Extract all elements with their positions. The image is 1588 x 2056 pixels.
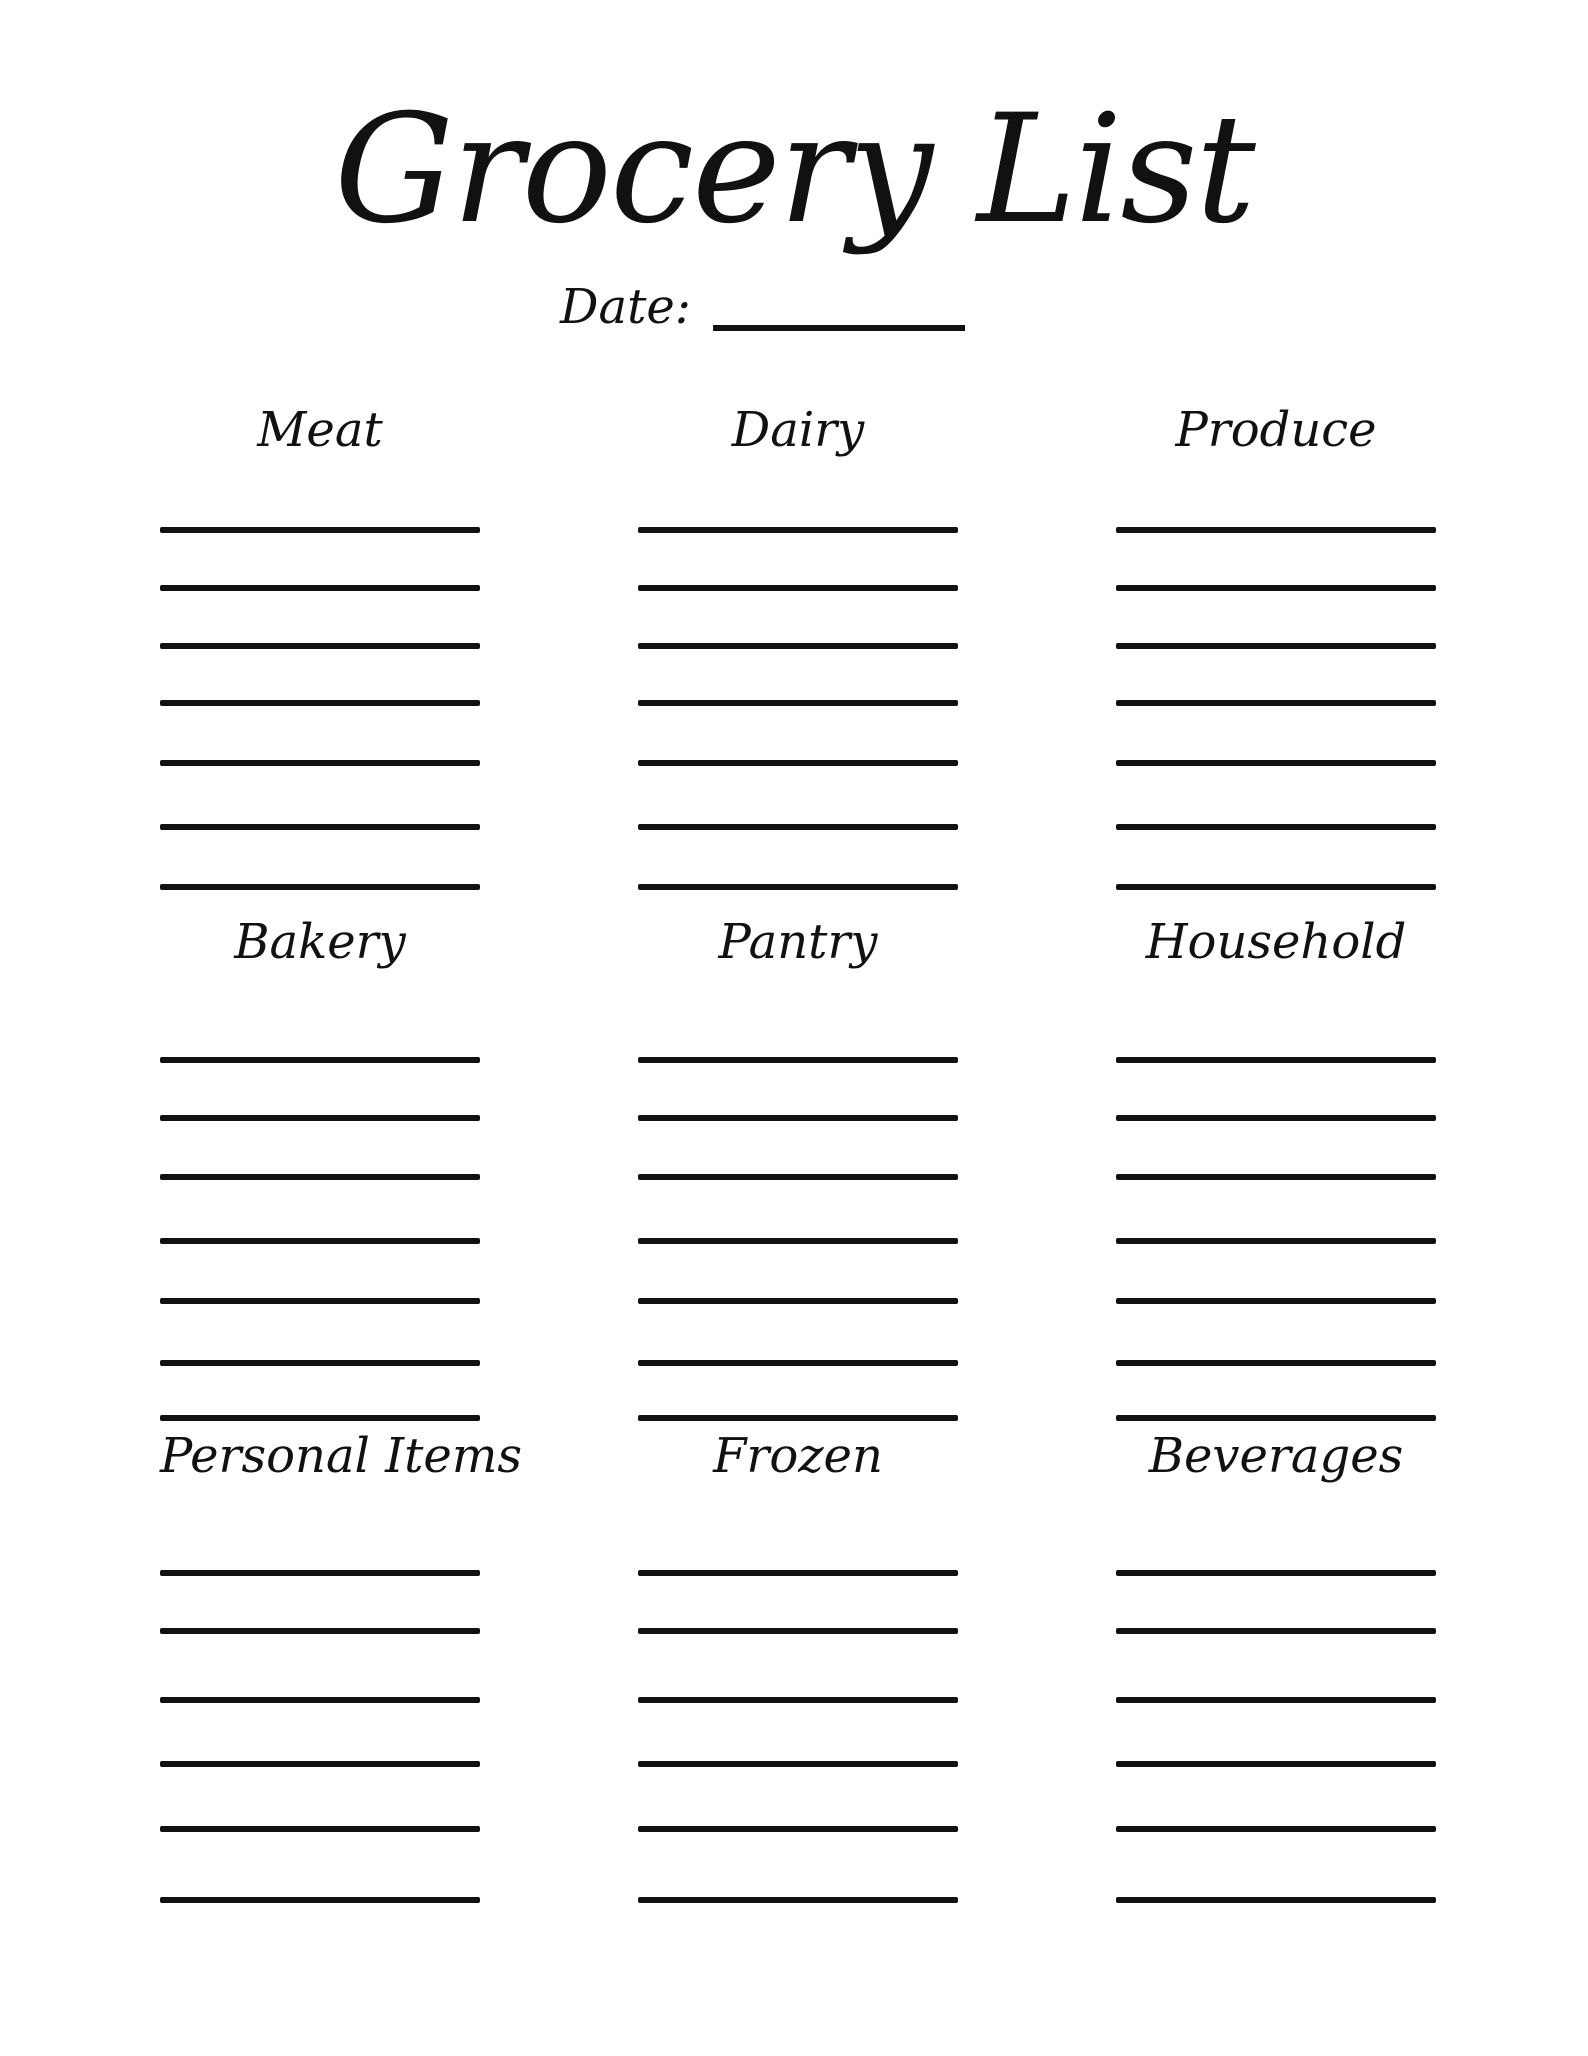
section-bakery	[160, 912, 480, 972]
section-title: Beverages	[1148, 1428, 1404, 1484]
section-title: Frozen	[713, 1428, 883, 1484]
entry-line[interactable]	[638, 1628, 958, 1634]
entry-line[interactable]	[160, 1415, 480, 1421]
date-field	[560, 265, 965, 335]
entry-line[interactable]	[1116, 1761, 1436, 1767]
entry-line[interactable]	[638, 1897, 958, 1903]
entry-line[interactable]	[1116, 1298, 1436, 1304]
entry-line[interactable]	[1116, 527, 1436, 533]
entry-line[interactable]	[638, 1570, 958, 1576]
entry-line[interactable]	[1116, 1570, 1436, 1576]
entry-line[interactable]	[1116, 643, 1436, 649]
entry-line[interactable]	[160, 884, 480, 890]
entry-line[interactable]	[1116, 585, 1436, 591]
section-title: Meat	[257, 402, 383, 458]
entry-line[interactable]	[638, 824, 958, 830]
entry-line[interactable]	[160, 1897, 480, 1903]
entry-line[interactable]	[638, 884, 958, 890]
entry-line[interactable]	[160, 1057, 480, 1063]
entry-line[interactable]	[638, 527, 958, 533]
entry-line[interactable]	[1116, 1057, 1436, 1063]
entry-line[interactable]	[638, 1360, 958, 1366]
entry-line[interactable]	[160, 760, 480, 766]
entry-line[interactable]	[638, 1057, 958, 1063]
section-title: Dairy	[731, 402, 865, 458]
entry-line[interactable]	[1116, 884, 1436, 890]
section-title: Household	[1145, 914, 1407, 970]
entry-line[interactable]	[1116, 1697, 1436, 1703]
section-household	[1116, 912, 1436, 972]
entry-line[interactable]	[638, 643, 958, 649]
section-produce	[1116, 400, 1436, 460]
entry-line[interactable]	[160, 1761, 480, 1767]
entry-line[interactable]	[1116, 1826, 1436, 1832]
entry-line[interactable]	[638, 1826, 958, 1832]
entry-line[interactable]	[638, 760, 958, 766]
section-frozen	[638, 1426, 958, 1486]
entry-line[interactable]	[160, 1570, 480, 1576]
entry-line[interactable]	[160, 824, 480, 830]
date-input-line[interactable]	[713, 325, 965, 331]
entry-line[interactable]	[638, 1298, 958, 1304]
entry-line[interactable]	[160, 527, 480, 533]
entry-line[interactable]	[160, 1298, 480, 1304]
section-title: Personal Items	[160, 1428, 522, 1484]
entry-line[interactable]	[160, 1115, 480, 1121]
entry-line[interactable]	[160, 1238, 480, 1244]
entry-line[interactable]	[160, 1174, 480, 1180]
entry-line[interactable]	[638, 585, 958, 591]
section-title: Pantry	[718, 914, 878, 970]
section-meat	[160, 400, 480, 460]
section-title: Produce	[1175, 402, 1377, 458]
entry-line[interactable]	[1116, 1174, 1436, 1180]
entry-line[interactable]	[1116, 1897, 1436, 1903]
entry-line[interactable]	[1116, 1115, 1436, 1121]
entry-line[interactable]	[1116, 1628, 1436, 1634]
entry-line[interactable]	[638, 1697, 958, 1703]
entry-line[interactable]	[1116, 1360, 1436, 1366]
entry-line[interactable]	[1116, 1238, 1436, 1244]
entry-line[interactable]	[160, 1826, 480, 1832]
entry-line[interactable]	[638, 1174, 958, 1180]
section-title: Bakery	[234, 914, 406, 970]
entry-line[interactable]	[638, 1761, 958, 1767]
entry-line[interactable]	[638, 1115, 958, 1121]
entry-line[interactable]	[160, 1360, 480, 1366]
section-beverages	[1116, 1426, 1436, 1486]
entry-line[interactable]	[638, 1415, 958, 1421]
entry-line[interactable]	[1116, 824, 1436, 830]
entry-line[interactable]	[160, 1697, 480, 1703]
section-pantry	[638, 912, 958, 972]
section-personal-items	[160, 1426, 522, 1486]
entry-line[interactable]	[160, 585, 480, 591]
entry-line[interactable]	[160, 700, 480, 706]
entry-line[interactable]	[160, 643, 480, 649]
section-dairy	[638, 400, 958, 460]
entry-line[interactable]	[1116, 1415, 1436, 1421]
entry-line[interactable]	[638, 1238, 958, 1244]
entry-line[interactable]	[638, 700, 958, 706]
entry-line[interactable]	[160, 1628, 480, 1634]
page-title: Grocery List	[334, 83, 1254, 257]
entry-line[interactable]	[1116, 760, 1436, 766]
entry-line[interactable]	[1116, 700, 1436, 706]
date-label: Date:	[560, 279, 691, 335]
